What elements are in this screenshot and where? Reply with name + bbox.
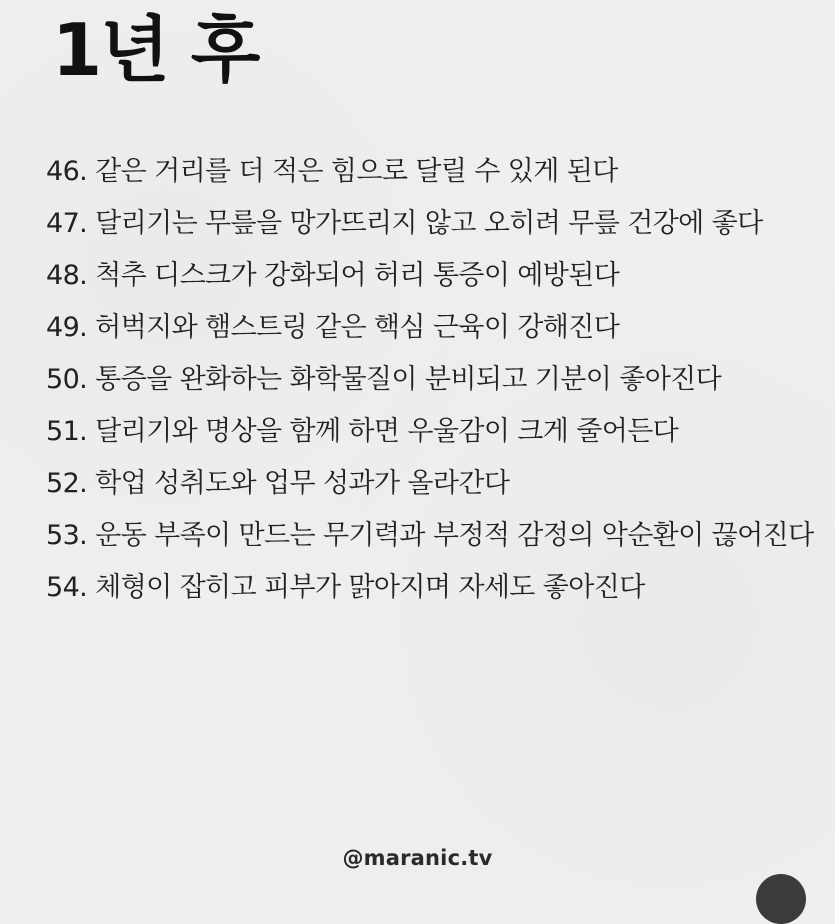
list-item — [46, 562, 814, 614]
item-text: 체형이 잡히고 피부가 맑아지며 자세도 좋아진다 — [95, 572, 645, 603]
item-number: 46. — [46, 156, 88, 187]
list-item — [46, 146, 814, 198]
item-text: 달리기와 명상을 함께 하면 우울감이 크게 줄어든다 — [95, 416, 679, 447]
list-item — [46, 510, 814, 562]
list-item — [46, 250, 814, 302]
item-number: 51. — [46, 416, 88, 447]
item-text: 달리기는 무릎을 망가뜨리지 않고 오히려 무릎 건강에 좋다 — [95, 208, 763, 239]
list-item — [46, 458, 814, 510]
item-number: 52. — [46, 468, 88, 499]
item-text: 허벅지와 햄스트링 같은 핵심 근육이 강해진다 — [95, 312, 620, 343]
footer-handle: @maranic.tv — [342, 846, 493, 870]
corner-button[interactable] — [756, 874, 806, 924]
item-number: 50. — [46, 364, 88, 395]
page-title: 1년 후 — [52, 8, 259, 92]
item-text: 운동 부족이 만드는 무기력과 부정적 감정의 악순환이 끊어진다 — [95, 520, 814, 551]
item-text: 척추 디스크가 강화되어 허리 통증이 예방된다 — [95, 260, 620, 291]
item-number: 48. — [46, 260, 88, 291]
item-text: 통증을 완화하는 화학물질이 분비되고 기분이 좋아진다 — [95, 364, 722, 395]
list-item — [46, 198, 814, 250]
item-number: 54. — [46, 572, 88, 603]
list-item — [46, 302, 814, 354]
item-number: 53. — [46, 520, 88, 551]
list-item — [46, 406, 814, 458]
item-number: 49. — [46, 312, 88, 343]
benefits-list — [46, 146, 814, 614]
item-number: 47. — [46, 208, 88, 239]
item-text: 학업 성취도와 업무 성과가 올라간다 — [95, 468, 510, 499]
item-text: 같은 거리를 더 적은 힘으로 달릴 수 있게 된다 — [95, 156, 618, 187]
list-item — [46, 354, 814, 406]
